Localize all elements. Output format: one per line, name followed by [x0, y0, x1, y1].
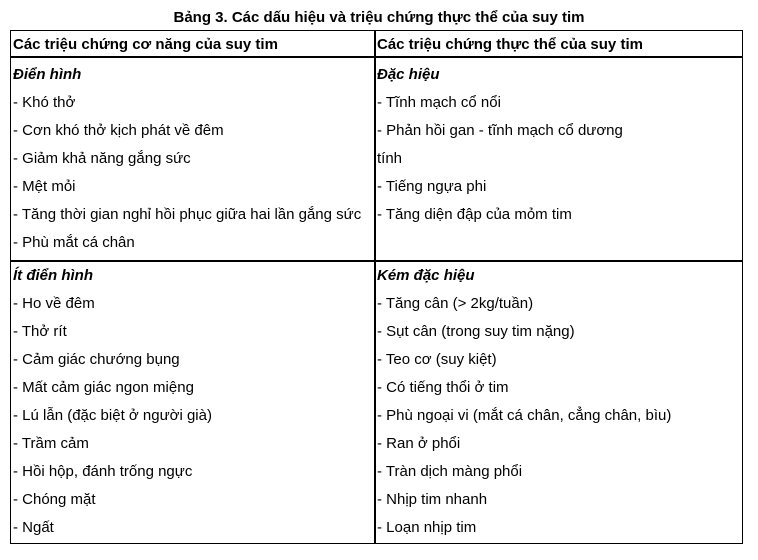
list-item: - Tăng cân (> 2kg/tuần) — [377, 295, 534, 312]
list-item: - Phù mắt cá chân — [13, 234, 135, 251]
list-item: - Trầm cảm — [13, 435, 89, 452]
header-physical-signs: Các triệu chứng thực thể của suy tim — [377, 36, 643, 53]
list-item: - Tràn dịch màng phổi — [377, 463, 523, 480]
list-item: - Sụt cân (trong suy tim nặng) — [377, 323, 575, 340]
header-divider — [11, 56, 742, 58]
list-item: - Ran ở phổi — [377, 435, 461, 452]
list-item: - Loạn nhịp tim — [377, 519, 477, 536]
list-item: - Ho về đêm — [13, 295, 95, 312]
list-item: - Cơn khó thở kịch phát về đêm — [13, 122, 224, 139]
list-item: - Có tiếng thổi ở tim — [377, 379, 509, 396]
section-title-less-typical: Ít điển hình — [13, 267, 93, 284]
list-item: - Cảm giác chướng bụng — [13, 351, 180, 368]
header-functional-symptoms: Các triệu chứng cơ năng của suy tim — [13, 36, 278, 53]
list-item: - Thở rít — [13, 323, 67, 340]
list-item: - Mất cảm giác ngon miệng — [13, 379, 194, 396]
list-item: - Lú lẫn (đặc biệt ở người già) — [13, 407, 212, 424]
list-item: - Chóng mặt — [13, 491, 96, 508]
list-item: - Phù ngoại vi (mắt cá chân, cẳng chân, bìu) — [377, 407, 672, 424]
symptoms-table — [10, 30, 743, 544]
list-item: - Hồi hộp, đánh trống ngực — [13, 463, 193, 480]
table-caption: Bảng 3. Các dấu hiệu và triệu chứng thực thể của suy tim — [173, 9, 585, 26]
section-title-typical: Điển hình — [13, 66, 82, 83]
list-item: tính — [377, 150, 403, 167]
section-title-specific: Đặc hiệu — [377, 66, 440, 83]
list-item: - Teo cơ (suy kiệt) — [377, 351, 497, 368]
list-item: - Nhịp tim nhanh — [377, 491, 488, 508]
list-item: - Tiếng ngựa phi — [377, 178, 487, 195]
list-item: - Tăng thời gian nghỉ hồi phục giữa hai lần gắng sức — [13, 206, 362, 223]
list-item: - Ngất — [13, 519, 54, 536]
list-item: - Khó thở — [13, 94, 76, 111]
list-item: - Mệt mỏi — [13, 178, 76, 195]
section-title-less-specific: Kém đặc hiệu — [377, 267, 475, 284]
list-item: - Tĩnh mạch cổ nổi — [377, 94, 501, 111]
column-divider — [374, 31, 376, 543]
list-item: - Giảm khả năng gắng sức — [13, 150, 191, 167]
list-item: - Tăng diện đập của mỏm tim — [377, 206, 572, 223]
list-item: - Phản hồi gan - tĩnh mạch cổ dương — [377, 122, 623, 139]
